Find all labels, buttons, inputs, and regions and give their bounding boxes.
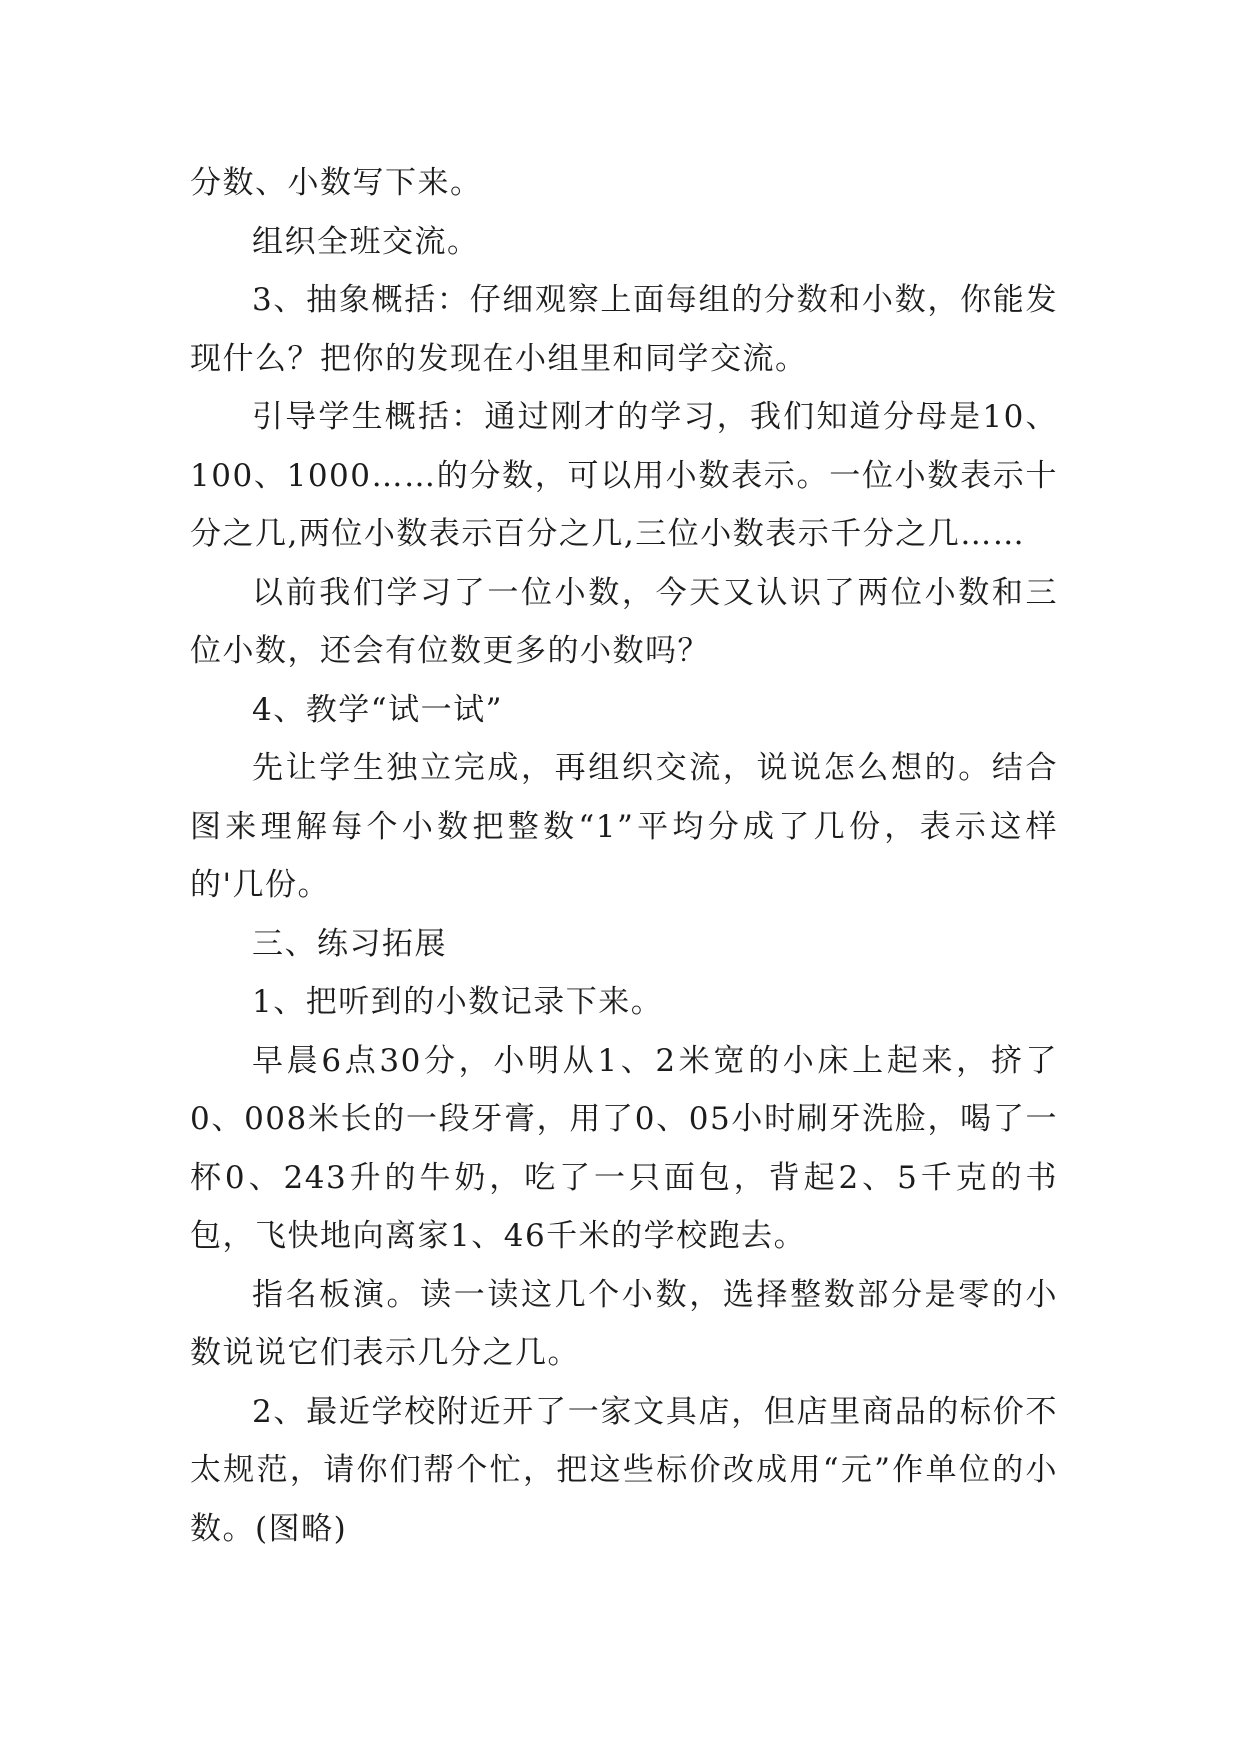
paragraph-exercise-1-title: 1、把听到的小数记录下来。 — [252, 984, 664, 1020]
section-heading-practice: 三、练习拓展 — [252, 925, 447, 962]
paragraph-continuation: 分数、小数写下来。 — [190, 165, 483, 201]
paragraph-more-digits-question: 以前我们学习了一位小数，今天又认识了两位小数和三位小数，还会有位数更多的小数吗？ — [190, 574, 1058, 669]
paragraph-exercise-2-stationery: 2、最近学校附近开了一家文具店，但店里商品的标价不太规范，请你们帮个忙，把这些标价改成用“元”作单位的小数。(图略) — [190, 1393, 1058, 1547]
document-body — [190, 154, 1058, 1558]
paragraph-board-demo: 指名板演。读一读这几个小数，选择整数部分是零的小数说说它们表示几分之几。 — [190, 1276, 1058, 1371]
paragraph-class-exchange: 组织全班交流。 — [252, 223, 480, 260]
paragraph-heading-try-it: 4、教学“试一试” — [252, 691, 503, 728]
paragraph-morning-story: 早晨6点30分，小明从1、2米宽的小床上起来，挤了0、008米长的一段牙膏，用了0、05小时刷牙洗脸，喝了一杯0、243升的牛奶，吃了一只面包，背起2、5千克的书包，飞快地向离家1、46千米的学校跑去。 — [190, 1042, 1058, 1254]
paragraph-abstract-summary: 3、抽象概括：仔细观察上面每组的分数和小数，你能发现什么？把你的发现在小组里和同学交流。 — [190, 282, 1058, 377]
paragraph-independent-work: 先让学生独立完成，再组织交流，说说怎么想的。结合图来理解每个小数把整数“1”平均分成了几份，表示这样的'几份。 — [190, 750, 1058, 903]
paragraph-guide-students: 引导学生概括：通过刚才的学习，我们知道分母是10、100、1000……的分数，可以用小数表示。一位小数表示十分之几,两位小数表示百分之几,三位小数表示千分之几…… — [190, 399, 1058, 552]
